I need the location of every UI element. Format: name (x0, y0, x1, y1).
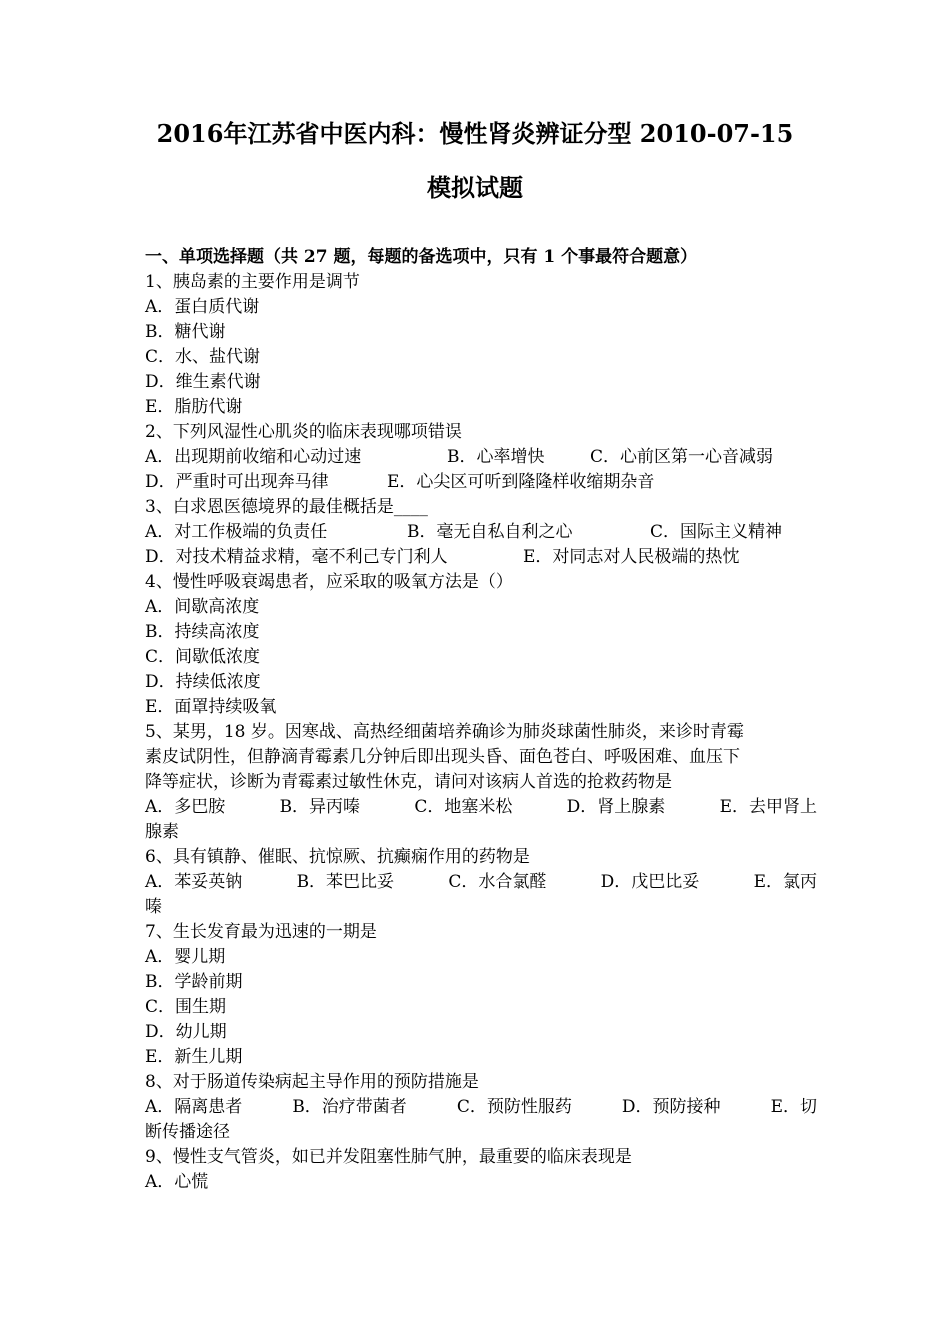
question-4-option-e: E．面罩持续吸氧 (145, 697, 277, 717)
question-2-option-a: A．出现期前收缩和心动过速 (145, 447, 362, 467)
question-8-option-c: C．预防性服药 (456, 1097, 572, 1117)
question-4-option-a: A．间歇高浓度 (145, 597, 260, 617)
question-4-option-c: C．间歇低浓度 (145, 647, 261, 667)
question-2-option-b: B．心率增快 (447, 447, 545, 467)
question-6-option-c: C．水合氯醛 (448, 872, 547, 892)
question-7-option-d: D．幼儿期 (145, 1022, 227, 1042)
question-5-options-row (145, 795, 817, 820)
question-7-stem: 7、生长发育最为迅速的一期是 (145, 922, 377, 942)
question-5-option-d: D．肾上腺素 (566, 797, 666, 817)
question-5-stem-line-1: 5、某男，18 岁。因寒战、高热经细菌培养确诊为肺炎球菌性肺炎，来诊时青霉 (145, 722, 744, 742)
question-5-option-c: C．地塞米松 (414, 797, 513, 817)
question-5-option-e-continued: 腺素 (145, 822, 179, 842)
question-8-option-b: B．治疗带菌者 (292, 1097, 407, 1117)
question-3-option-c: C．国际主义精神 (650, 522, 783, 542)
question-5-option-e: E．去甲肾上 (719, 797, 817, 817)
question-8-option-a: A．隔离患者 (145, 1097, 243, 1117)
question-8-option-e: E．切 (770, 1097, 817, 1117)
question-3-stem: 3、白求恩医德境界的最佳概括是____ (145, 497, 428, 517)
document-title-line-1: 2016年江苏省中医内科：慢性肾炎辨证分型 2010-07-15 (156, 119, 794, 148)
question-6-options-row (145, 870, 817, 895)
question-1-option-b: B．糖代谢 (145, 322, 226, 342)
question-7-option-e: E．新生儿期 (145, 1047, 243, 1067)
question-2-stem: 2、下列风湿性心肌炎的临床表现哪项错误 (145, 422, 462, 442)
question-2-option-e: E．心尖区可听到隆隆样收缩期杂音 (387, 472, 655, 492)
question-5-option-b: B．异丙嗪 (279, 797, 361, 817)
document-title-line-2: 模拟试题 (427, 173, 523, 202)
question-7-option-b: B．学龄前期 (145, 972, 243, 992)
question-9-stem: 9、慢性支气管炎，如已并发阻塞性肺气肿，最重要的临床表现是 (145, 1147, 632, 1167)
question-2-options-row-2 (145, 470, 817, 495)
question-6-option-e: E．氯丙 (753, 872, 817, 892)
question-5-stem-line-2: 素皮试阴性，但静滴青霉素几分钟后即出现头昏、面色苍白、呼吸困难、血压下 (145, 747, 740, 767)
section-heading: 一、单项选择题（共 27 题，每题的备选项中，只有 1 个事最符合题意） (145, 247, 698, 267)
question-8-options-row (145, 1095, 817, 1120)
question-1-option-d: D．维生素代谢 (145, 372, 261, 392)
question-9-option-a: A．心慌 (145, 1172, 209, 1192)
question-1-stem: 1、胰岛素的主要作用是调节 (145, 272, 360, 292)
question-8-option-e-continued: 断传播途径 (145, 1122, 230, 1142)
question-7-option-a: A．婴儿期 (145, 947, 226, 967)
question-2-option-c: C．心前区第一心音减弱 (590, 447, 774, 467)
question-6-option-a: A．苯妥英钠 (145, 872, 243, 892)
question-3-option-d: D．对技术精益求精，毫不利己专门利人 (145, 547, 448, 567)
question-list (145, 245, 817, 1195)
question-3-options-row-1 (145, 520, 817, 545)
question-4-stem: 4、慢性呼吸衰竭患者，应采取的吸氧方法是（） (145, 572, 513, 592)
question-6-option-e-continued: 嗪 (145, 897, 162, 917)
question-2-option-d: D．严重时可出现奔马律 (145, 472, 329, 492)
question-4-option-b: B．持续高浓度 (145, 622, 260, 642)
question-7-option-c: C．围生期 (145, 997, 227, 1017)
question-6-stem: 6、具有镇静、催眠、抗惊厥、抗癫痫作用的药物是 (145, 847, 530, 867)
question-4-option-d: D．持续低浓度 (145, 672, 261, 692)
question-6-option-d: D．戊巴比妥 (600, 872, 700, 892)
question-1-option-c: C．水、盐代谢 (145, 347, 261, 367)
question-8-stem: 8、对于肠道传染病起主导作用的预防措施是 (145, 1072, 479, 1092)
question-3-options-row-2 (145, 545, 817, 570)
question-1-option-e: E．脂肪代谢 (145, 397, 243, 417)
question-1-option-a: A．蛋白质代谢 (145, 297, 260, 317)
question-5-option-a: A．多巴胺 (145, 797, 226, 817)
question-5-stem-line-3: 降等症状，诊断为青霉素过敏性休克，请问对该病人首选的抢救药物是 (145, 772, 672, 792)
question-8-option-d: D．预防接种 (621, 1097, 721, 1117)
question-6-option-b: B．苯巴比妥 (296, 872, 395, 892)
question-3-option-b: B．毫无自私自利之心 (407, 522, 573, 542)
question-3-option-e: E．对同志对人民极端的热忱 (523, 547, 740, 567)
question-2-options-row-1 (145, 445, 817, 470)
question-3-option-a: A．对工作极端的负责任 (145, 522, 328, 542)
